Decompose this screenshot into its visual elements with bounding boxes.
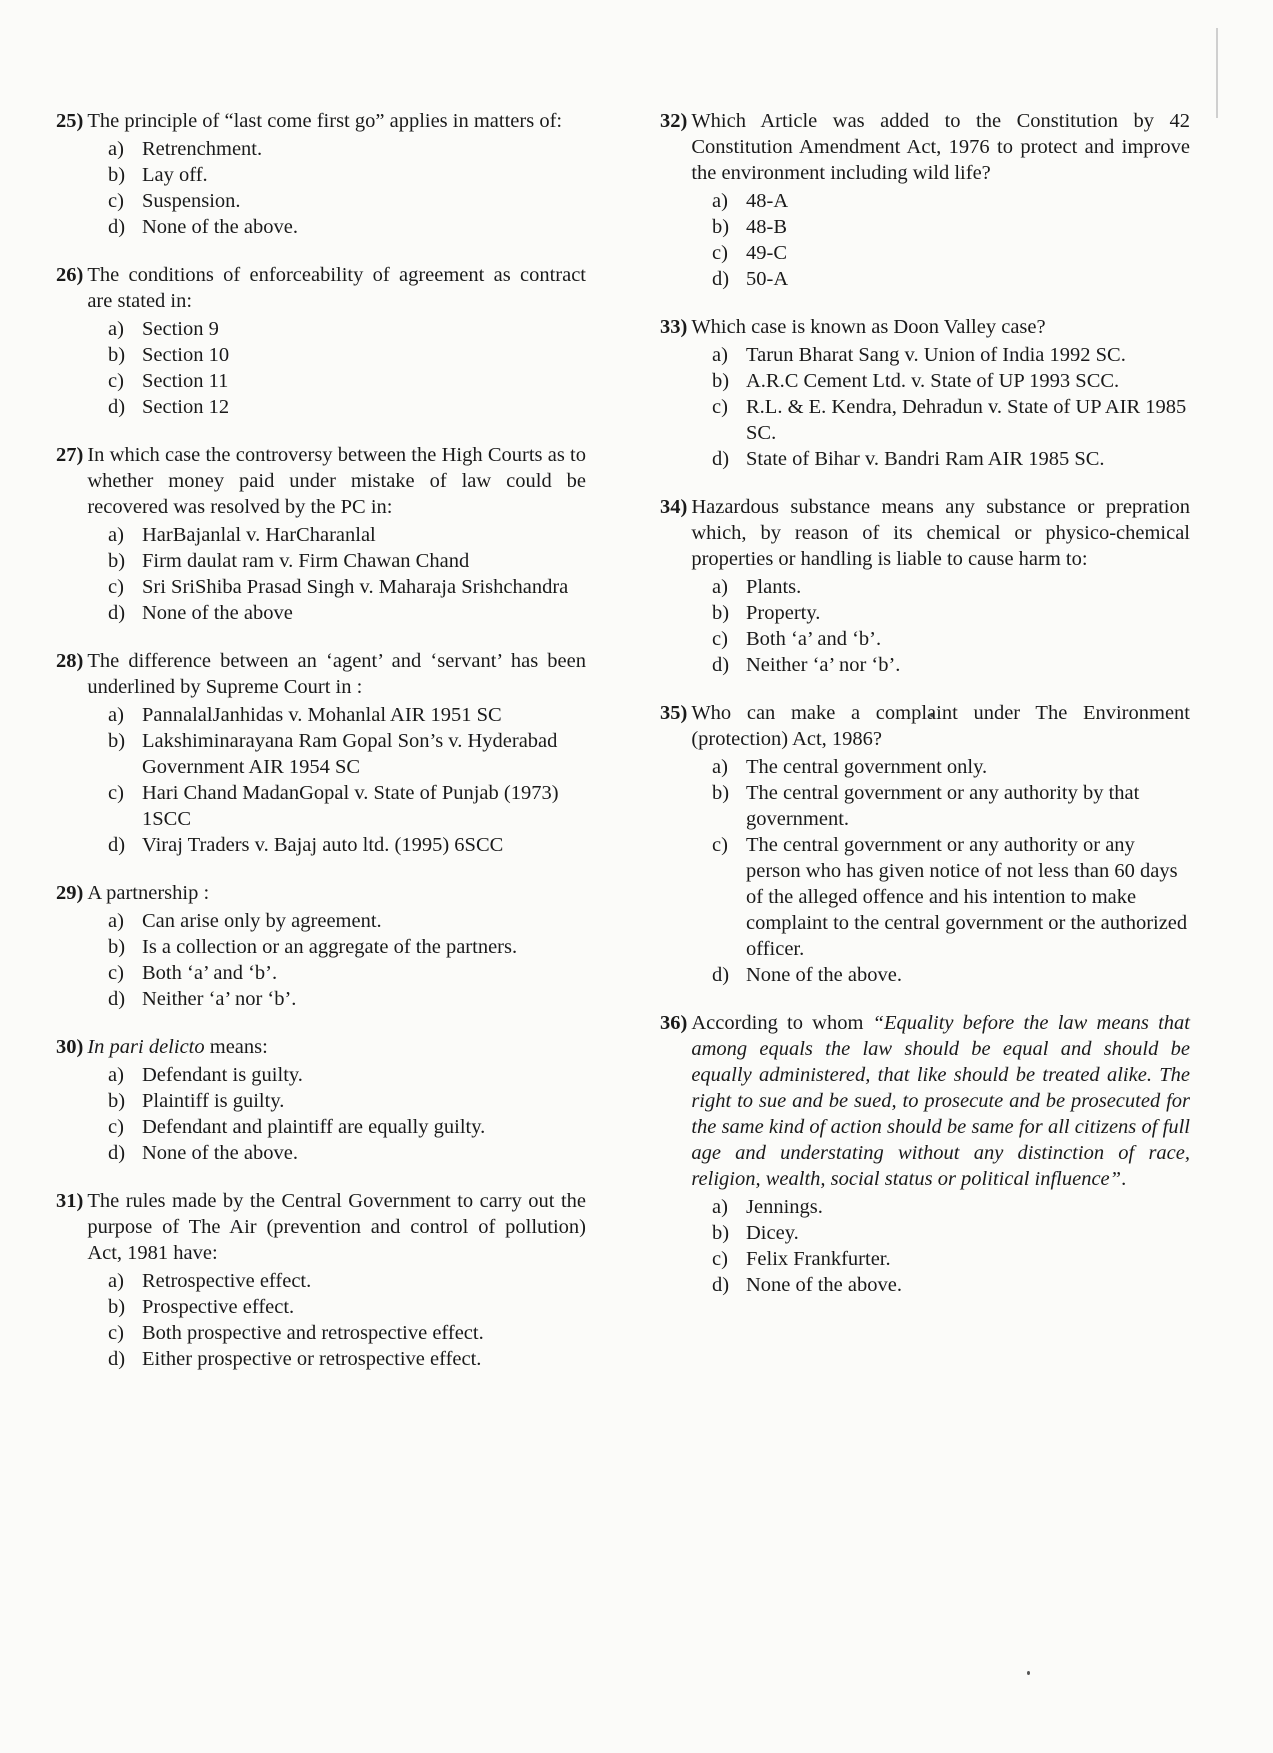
option-d (108, 214, 586, 240)
option-letter: d) (712, 964, 730, 986)
question-text: The rules made by the Central Government to carry out the purpose of The Air (prevention and control of pollution) Act, 1981 have: (87, 1190, 586, 1264)
option-letter: a) (712, 190, 728, 212)
right-column (660, 108, 1190, 1320)
question-number: 31) (56, 1190, 84, 1212)
question-text (87, 1034, 586, 1060)
option-a (108, 1268, 586, 1294)
option-text: None of the above. (142, 216, 298, 238)
option-text: Tarun Bharat Sang v. Union of India 1992 SC. (746, 344, 1126, 366)
question-30 (56, 1034, 586, 1166)
option-letter: c) (712, 1248, 728, 1270)
question-36 (660, 1010, 1190, 1298)
option-a (712, 1194, 1190, 1220)
option-text: The central government or any authority or any person who has given notice of not less than 60 days of the alleged offence and his intention to make complaint to the central government or the authorized officer. (746, 834, 1188, 960)
option-c (712, 832, 1190, 962)
scan-edge-line (1216, 28, 1218, 118)
question-number: 25) (56, 110, 84, 132)
question-text-lead: According to whom (691, 1012, 873, 1034)
option-letter: c) (108, 1322, 124, 1344)
question-text: Hazardous substance means any substance or prepration which, by reason of its chemical or physico-chemical properties or handling is liable to cause harm to: (691, 496, 1190, 570)
option-d (108, 1346, 586, 1372)
option-text: Neither ‘a’ nor ‘b’. (746, 654, 901, 676)
options-list (660, 574, 1190, 678)
option-a (108, 702, 586, 728)
option-d (108, 394, 586, 420)
option-b (108, 548, 586, 574)
option-letter: b) (108, 344, 126, 366)
option-d (712, 1272, 1190, 1298)
option-text: Jennings. (746, 1196, 823, 1218)
option-letter: b) (108, 550, 126, 572)
option-letter: b) (108, 1090, 126, 1112)
option-text: PannalalJanhidas v. Mohanlal AIR 1951 SC (142, 704, 502, 726)
option-letter: a) (108, 1064, 124, 1086)
option-b (108, 162, 586, 188)
option-a (108, 522, 586, 548)
option-letter: b) (108, 164, 126, 186)
option-text: Lakshiminarayana Ram Gopal Son’s v. Hyderabad Government AIR 1954 SC (142, 730, 558, 778)
option-letter: c) (108, 782, 124, 804)
option-c (108, 574, 586, 600)
option-text: Hari Chand MadanGopal v. State of Punjab (1973) 1SCC (142, 782, 559, 830)
option-letter: c) (108, 576, 124, 598)
question-quote: “Equality before the law means that among equals the law should be equal and should be equally administered, that like should be treated alike. The right to sue and be sued, to prosecute and be prosecuted for the same kind of action should be same for all citizens of full age and understating without any distinction of race, religion, wealth, social status or political influence” (691, 1012, 1190, 1190)
option-b (108, 1294, 586, 1320)
option-text: R.L. & E. Kendra, Dehradun v. State of UP AIR 1985 SC. (746, 396, 1187, 444)
option-a (712, 574, 1190, 600)
option-letter: b) (108, 1296, 126, 1318)
question-number: 28) (56, 650, 84, 672)
option-text: HarBajanlal v. HarCharanlal (142, 524, 376, 546)
option-a (712, 188, 1190, 214)
question-text: Who can make a complaint under The Environment (protection) Act, 1986? (691, 702, 1190, 750)
question-29 (56, 880, 586, 1012)
option-text: Either prospective or retrospective effect. (142, 1348, 482, 1370)
question-number: 35) (660, 702, 688, 724)
option-letter: a) (108, 704, 124, 726)
option-letter: a) (108, 318, 124, 340)
question-33 (660, 314, 1190, 472)
options-list (56, 908, 586, 1012)
option-c (108, 188, 586, 214)
option-text: Lay off. (142, 164, 208, 186)
options-list (660, 188, 1190, 292)
option-text: Defendant and plaintiff are equally guilty. (142, 1116, 486, 1138)
question-text: The difference between an ‘agent’ and ‘servant’ has been underlined by Supreme Court in : (87, 650, 586, 698)
option-letter: d) (712, 268, 730, 290)
option-text: Section 9 (142, 318, 219, 340)
option-a (108, 136, 586, 162)
left-column (56, 108, 586, 1394)
option-text: The central government only. (746, 756, 988, 778)
options-list (56, 136, 586, 240)
options-list (56, 1268, 586, 1372)
options-list (56, 522, 586, 626)
question-text-rest: means: (204, 1036, 268, 1058)
option-a (108, 908, 586, 934)
option-c (108, 1320, 586, 1346)
question-number: 30) (56, 1036, 84, 1058)
question-number: 27) (56, 444, 84, 466)
question-text: The principle of “last come first go” applies in matters of: (87, 110, 563, 132)
question-28 (56, 648, 586, 858)
option-letter: b) (712, 370, 730, 392)
question-number: 26) (56, 264, 84, 286)
option-letter: d) (108, 1348, 126, 1370)
option-letter: c) (108, 190, 124, 212)
question-number: 32) (660, 110, 688, 132)
option-text: Property. (746, 602, 821, 624)
option-letter: d) (108, 216, 126, 238)
option-letter: d) (108, 834, 126, 856)
option-b (108, 934, 586, 960)
option-text: Felix Frankfurter. (746, 1248, 891, 1270)
option-letter: c) (712, 628, 728, 650)
option-letter: d) (712, 654, 730, 676)
option-letter: b) (712, 602, 730, 624)
option-text: Can arise only by agreement. (142, 910, 382, 932)
option-letter: c) (108, 962, 124, 984)
option-letter: a) (712, 576, 728, 598)
option-letter: a) (712, 1196, 728, 1218)
option-a (108, 316, 586, 342)
option-b (108, 342, 586, 368)
option-text: Neither ‘a’ nor ‘b’. (142, 988, 297, 1010)
option-d (712, 446, 1190, 472)
option-c (712, 240, 1190, 266)
option-d (108, 832, 586, 858)
option-text: 48-A (746, 190, 789, 212)
option-c (108, 960, 586, 986)
option-letter: a) (108, 910, 124, 932)
option-letter: d) (712, 1274, 730, 1296)
question-25 (56, 108, 586, 240)
option-letter: c) (108, 370, 124, 392)
options-list (660, 342, 1190, 472)
option-b (712, 1220, 1190, 1246)
question-text: Which case is known as Doon Valley case? (691, 316, 1046, 338)
option-letter: a) (712, 344, 728, 366)
option-text: Plants. (746, 576, 802, 598)
option-text: Viraj Traders v. Bajaj auto ltd. (1995) 6SCC (142, 834, 504, 856)
question-32 (660, 108, 1190, 292)
option-text: 48-B (746, 216, 787, 238)
scan-speck (1027, 1671, 1030, 1675)
option-letter: a) (108, 524, 124, 546)
option-c (712, 626, 1190, 652)
option-text: Firm daulat ram v. Firm Chawan Chand (142, 550, 470, 572)
option-letter: b) (108, 936, 126, 958)
option-c (712, 1246, 1190, 1272)
options-list (660, 1194, 1190, 1298)
option-letter: a) (108, 138, 124, 160)
option-a (108, 1062, 586, 1088)
option-letter: c) (712, 242, 728, 264)
option-letter: c) (712, 834, 728, 856)
option-d (712, 962, 1190, 988)
option-text: Prospective effect. (142, 1296, 295, 1318)
option-c (108, 1114, 586, 1140)
option-text: Dicey. (746, 1222, 799, 1244)
question-text (691, 1010, 1190, 1192)
question-27 (56, 442, 586, 626)
option-letter: b) (712, 1222, 730, 1244)
option-text: Sri SriShiba Prasad Singh v. Maharaja Srishchandra (142, 576, 569, 598)
option-text: The central government or any authority by that government. (746, 782, 1140, 830)
option-letter: c) (108, 1116, 124, 1138)
option-text: 49-C (746, 242, 787, 264)
option-a (712, 754, 1190, 780)
option-b (712, 600, 1190, 626)
option-b (108, 1088, 586, 1114)
option-text: Retrospective effect. (142, 1270, 312, 1292)
option-text: Retrenchment. (142, 138, 263, 160)
option-text: Plaintiff is guilty. (142, 1090, 285, 1112)
options-list (56, 702, 586, 858)
option-c (712, 394, 1190, 446)
question-number: 34) (660, 496, 688, 518)
options-list (56, 1062, 586, 1166)
option-text: Both ‘a’ and ‘b’. (142, 962, 278, 984)
option-letter: d) (108, 1142, 126, 1164)
option-text: None of the above. (142, 1142, 298, 1164)
question-34 (660, 494, 1190, 678)
option-text: State of Bihar v. Bandri Ram AIR 1985 SC. (746, 448, 1105, 470)
question-text-italic: In pari delicto (87, 1036, 205, 1058)
option-letter: d) (108, 602, 126, 624)
option-b (108, 728, 586, 780)
option-b (712, 780, 1190, 832)
question-text-end: . (1121, 1168, 1127, 1190)
option-c (108, 780, 586, 832)
option-d (108, 1140, 586, 1166)
option-text: Both ‘a’ and ‘b’. (746, 628, 882, 650)
question-number: 36) (660, 1012, 688, 1034)
question-number: 29) (56, 882, 84, 904)
option-text: A.R.C Cement Ltd. v. State of UP 1993 SCC. (746, 370, 1120, 392)
option-text: Defendant is guilty. (142, 1064, 303, 1086)
question-text: Which Article was added to the Constitution by 42 Constitution Amendment Act, 1976 to protect and improve the environment including wild life? (691, 110, 1190, 184)
question-text: In which case the controversy between the High Courts as to whether money paid under mistake of law could be recovered was resolved by the PC in: (87, 444, 586, 518)
options-list (56, 316, 586, 420)
option-b (712, 214, 1190, 240)
option-letter: b) (712, 782, 730, 804)
option-letter: d) (712, 448, 730, 470)
option-d (712, 266, 1190, 292)
option-text: Section 11 (142, 370, 229, 392)
option-text: Section 12 (142, 396, 230, 418)
option-letter: d) (108, 396, 126, 418)
question-text: A partnership : (87, 882, 210, 904)
option-text: Suspension. (142, 190, 241, 212)
option-d (712, 652, 1190, 678)
question-26 (56, 262, 586, 420)
option-letter: c) (712, 396, 728, 418)
option-text: Both prospective and retrospective effect. (142, 1322, 484, 1344)
option-text: None of the above (142, 602, 293, 624)
question-text: The conditions of enforceability of agreement as contract are stated in: (87, 264, 586, 312)
option-c (108, 368, 586, 394)
option-text: None of the above. (746, 1274, 902, 1296)
option-text: Is a collection or an aggregate of the partners. (142, 936, 518, 958)
option-text: Section 10 (142, 344, 230, 366)
option-d (108, 600, 586, 626)
option-letter: a) (108, 1270, 124, 1292)
question-number: 33) (660, 316, 688, 338)
option-letter: d) (108, 988, 126, 1010)
option-letter: a) (712, 756, 728, 778)
option-a (712, 342, 1190, 368)
question-31 (56, 1188, 586, 1372)
option-b (712, 368, 1190, 394)
option-text: None of the above. (746, 964, 902, 986)
options-list (660, 754, 1190, 988)
question-35 (660, 700, 1190, 988)
option-text: 50-A (746, 268, 789, 290)
option-letter: b) (712, 216, 730, 238)
option-d (108, 986, 586, 1012)
option-letter: b) (108, 730, 126, 752)
